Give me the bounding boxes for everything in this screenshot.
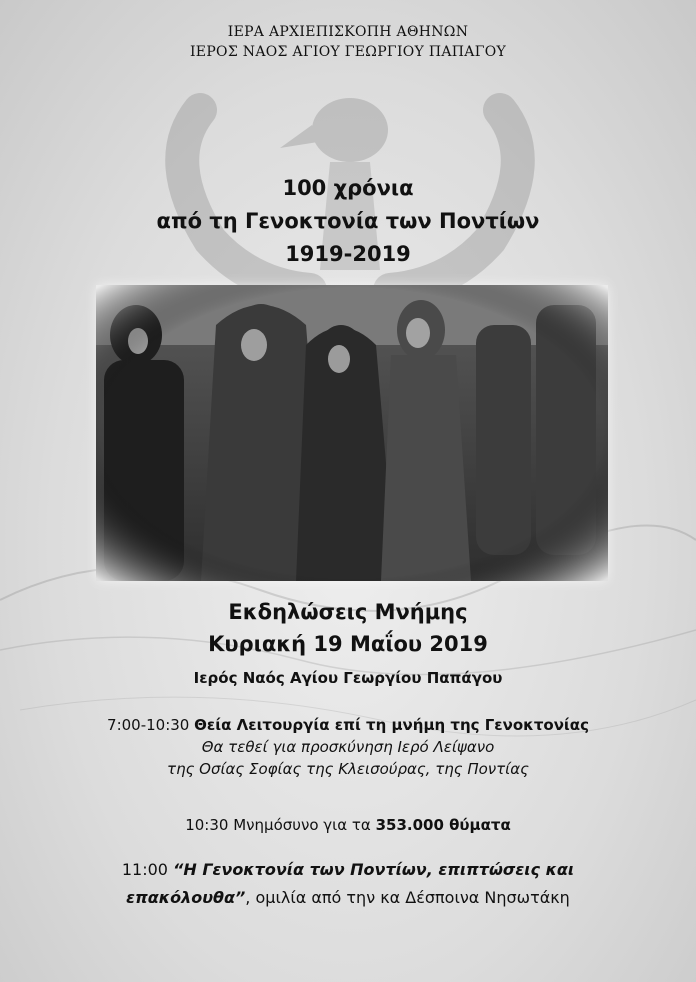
lecture-title-2: επακόλουθα” — [126, 888, 246, 907]
events-title: Εκδηλώσεις Μνήμης — [228, 600, 468, 624]
memorial-victims: 353.000 θύματα — [375, 816, 511, 834]
events-date: Κυριακή 19 Μαΐου 2019 — [208, 632, 488, 656]
church-header — [0, 22, 696, 62]
liturgy-title: Θεία Λειτουργία επί τη μνήμη της Γενοκτονίας — [194, 716, 589, 734]
relic-note-2: της Οσίας Σοφίας της Κλεισούρας, της Ποντίας — [167, 760, 529, 778]
memorial-time: 10:30 — [185, 816, 229, 834]
lecture-line-1 — [0, 856, 696, 884]
title-line-2: από τη Γενοκτονία των Ποντίων — [156, 209, 540, 233]
relic-note-1: Θα τεθεί για προσκύνηση Ιερό Λείψανο — [201, 738, 495, 756]
schedule-item-lecture — [0, 856, 696, 912]
lecture-title-1: “Η Γενοκτονία των Ποντίων, επιπτώσεις και — [173, 860, 575, 879]
schedule-item-memorial — [0, 814, 696, 836]
title-line-1: 100 χρόνια — [282, 176, 414, 200]
lecture-line-2 — [0, 884, 696, 912]
liturgy-line — [0, 714, 696, 736]
events-heading — [0, 596, 696, 660]
church-name-line: ΙΕΡΟΣ ΝΑΟΣ ΑΓΙΟΥ ΓΕΩΡΓΙΟΥ ΠΑΠΑΓΟΥ — [189, 44, 507, 60]
lecture-time: 11:00 — [121, 860, 168, 879]
schedule-item-liturgy — [0, 714, 696, 780]
memorial-text: Μνημόσυνο για τα — [233, 816, 376, 834]
liturgy-time: 7:00-10:30 — [107, 716, 190, 734]
historical-photo — [96, 285, 608, 581]
lecture-speaker: , ομιλία από την κα Δέσποινα Νησωτάκη — [245, 888, 570, 907]
archdiocese-line: ΙΕΡΑ ΑΡΧΙΕΠΙΣΚΟΠΗ ΑΘΗΝΩΝ — [227, 24, 469, 40]
title-years: 1919-2019 — [285, 242, 411, 266]
venue-name: Ιερός Ναός Αγίου Γεωργίου Παπάγου — [193, 669, 503, 687]
page-title — [0, 172, 696, 271]
